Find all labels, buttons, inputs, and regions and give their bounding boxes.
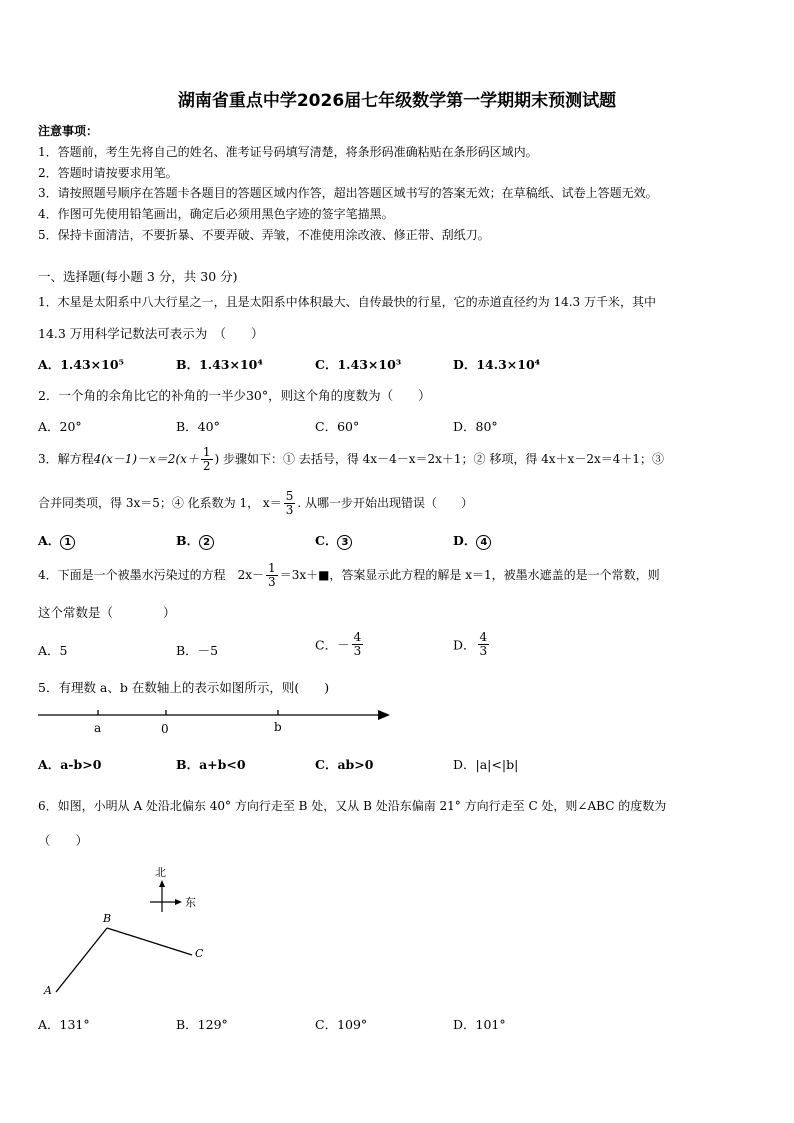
q3-option-d[interactable]: D． 4 bbox=[453, 531, 491, 550]
q6-option-b[interactable]: B．129° bbox=[176, 1017, 228, 1032]
q1-option-c[interactable]: C．1.43×10³ bbox=[315, 357, 402, 372]
question-4-line1 bbox=[38, 562, 660, 589]
q3-option-a[interactable]: A． 1 bbox=[38, 531, 75, 550]
question-4-line2: 这个常数是（ ） bbox=[38, 605, 176, 620]
north-arrow-icon bbox=[159, 880, 165, 887]
number-line-figure bbox=[30, 700, 400, 745]
east-label: 东 bbox=[185, 896, 196, 909]
question-2: 2．一个角的余角比它的补角的一半少30°，则这个角的度数为（ ） bbox=[38, 388, 431, 403]
note-item: 2．答题时请按要求用笔。 bbox=[38, 166, 178, 180]
q5-option-a[interactable]: A．a-b>0 bbox=[38, 757, 102, 772]
q4-option-c[interactable]: C．－ $\frac{4}{3}$ bbox=[315, 630, 362, 658]
q5-option-c[interactable]: C．ab>0 bbox=[315, 757, 374, 772]
circled-number: 3 bbox=[337, 535, 352, 550]
question-5: 5．有理数 a、b 在数轴上的表示如图所示，则( ) bbox=[38, 680, 330, 695]
q3-frac-num: 1 bbox=[202, 445, 211, 459]
q5-option-d[interactable]: D．|a|<|b| bbox=[453, 757, 519, 772]
q3-result-fraction bbox=[284, 490, 296, 517]
point-a-label: A bbox=[44, 984, 52, 997]
q3-steps: ) 步骤如下：① 去括号，得 4x－4－x＝2x＋1；② 移项，得 4x＋x－2x＝4＋1；③ bbox=[214, 452, 664, 466]
q1-option-b[interactable]: B．1.43×10⁴ bbox=[176, 357, 263, 372]
q3-frac-den: 2 bbox=[202, 459, 211, 473]
q3-result-num: 5 bbox=[285, 489, 294, 503]
q4-fraction bbox=[266, 562, 278, 589]
q6-option-c[interactable]: C．109° bbox=[315, 1017, 368, 1032]
circled-number: 4 bbox=[476, 535, 491, 550]
q5-option-b[interactable]: B．a+b<0 bbox=[176, 757, 246, 772]
q4-c-fraction: $\frac{4}{3}$ bbox=[353, 630, 362, 658]
q6-option-a[interactable]: A．131° bbox=[38, 1017, 90, 1032]
q3-option-b[interactable]: B． 2 bbox=[176, 531, 214, 550]
q4-frac-den: 3 bbox=[268, 575, 276, 589]
q1-option-d[interactable]: D．14.3×10⁴ bbox=[453, 357, 541, 372]
question-3-line2 bbox=[38, 490, 473, 517]
north-label: 北 bbox=[155, 866, 166, 879]
q2-option-d[interactable]: D．80° bbox=[453, 419, 498, 434]
question-6-line1: 6．如图，小明从 A 处沿北偏东 40° 方向行走至 B 处，又从 B 处沿东偏南 21° 方向行走至 C 处，则∠ABC 的度数为 bbox=[38, 799, 667, 813]
page-title: 湖南省重点中学2026届七年级数学第一学期期末预测试题 bbox=[177, 91, 617, 111]
q2-option-a[interactable]: A．20° bbox=[38, 419, 82, 434]
direction-figure bbox=[30, 860, 230, 1000]
label-b: b bbox=[274, 720, 282, 734]
q4-d-fraction: $\frac{4}{3}$ bbox=[479, 630, 488, 658]
note-item: 3．请按照题号顺序在答题卡各题目的答题区域内作答，超出答题区域书写的答案无效；在草稿纸、试卷上答题无效。 bbox=[38, 186, 658, 200]
q4-option-d[interactable]: D． $\frac{4}{3}$ bbox=[453, 630, 488, 658]
note-item: 1．答题前，考生先将自己的姓名、准考证号码填写清楚，将条形码准确粘贴在条形码区域内。 bbox=[38, 145, 538, 159]
segment-bc bbox=[107, 928, 192, 955]
circled-number: 1 bbox=[60, 535, 75, 550]
question-1-line2: 14.3 万用科学记数法可表示为 （ ） bbox=[38, 326, 264, 341]
q4-option-b[interactable]: B．－5 bbox=[176, 643, 219, 658]
q4-option-a[interactable]: A．5 bbox=[38, 643, 68, 658]
q2-option-c[interactable]: C．60° bbox=[315, 419, 360, 434]
q6-option-d[interactable]: D．101° bbox=[453, 1017, 506, 1032]
q3-option-c[interactable]: C． 3 bbox=[315, 531, 352, 550]
q1-option-a[interactable]: A．1.43×10⁵ bbox=[38, 357, 124, 372]
circled-number: 2 bbox=[199, 535, 214, 550]
q3-equation: 4(x－1)－x＝2(x＋ bbox=[93, 452, 199, 466]
question-6-line2: （ ） bbox=[38, 833, 89, 848]
segment-ab bbox=[56, 928, 107, 992]
q2-option-b[interactable]: B．40° bbox=[176, 419, 220, 434]
question-3-line1 bbox=[38, 446, 664, 473]
point-c-label: C bbox=[195, 947, 204, 960]
q4-frac-num: 1 bbox=[268, 561, 276, 575]
arrow-head-icon bbox=[378, 710, 390, 720]
q3-line2a: 合并同类项，得 3x＝5；④ 化系数为 1， x＝ bbox=[38, 496, 282, 510]
q3-result-den: 3 bbox=[285, 503, 294, 517]
point-b-label: B bbox=[103, 912, 112, 925]
section-heading: 一、选择题(每小题 3 分，共 30 分) bbox=[38, 269, 238, 284]
notes-heading: 注意事项： bbox=[38, 124, 99, 138]
q3-fraction bbox=[201, 446, 213, 473]
east-arrow-icon bbox=[175, 899, 182, 905]
label-zero: 0 bbox=[161, 722, 169, 736]
q3-prefix: 3．解方程 bbox=[38, 452, 94, 466]
note-item: 5．保持卡面清洁，不要折暴、不要弄破、弄皱，不准使用涂改液、修正带、刮纸刀。 bbox=[38, 228, 490, 242]
q4-prefix: 4．下面是一个被墨水污染过的方程 2x－ bbox=[38, 568, 265, 582]
label-a: a bbox=[94, 721, 102, 735]
question-1-line1: 1．木星是太阳系中八大行星之一，且是太阳系中体积最大、自传最快的行星，它的赤道直径约为 14.3 万千米，其中 bbox=[38, 295, 656, 309]
q4-suffix: ＝3x＋■，答案显示此方程的解是 x＝1，被墨水遮盖的是一个常数，则 bbox=[279, 568, 660, 582]
note-item: 4．作图可先使用铅笔画出，确定后必须用黑色字迹的签字笔描黑。 bbox=[38, 207, 394, 221]
q3-line2b: . 从哪一步开始出现错误（ ） bbox=[297, 496, 473, 510]
